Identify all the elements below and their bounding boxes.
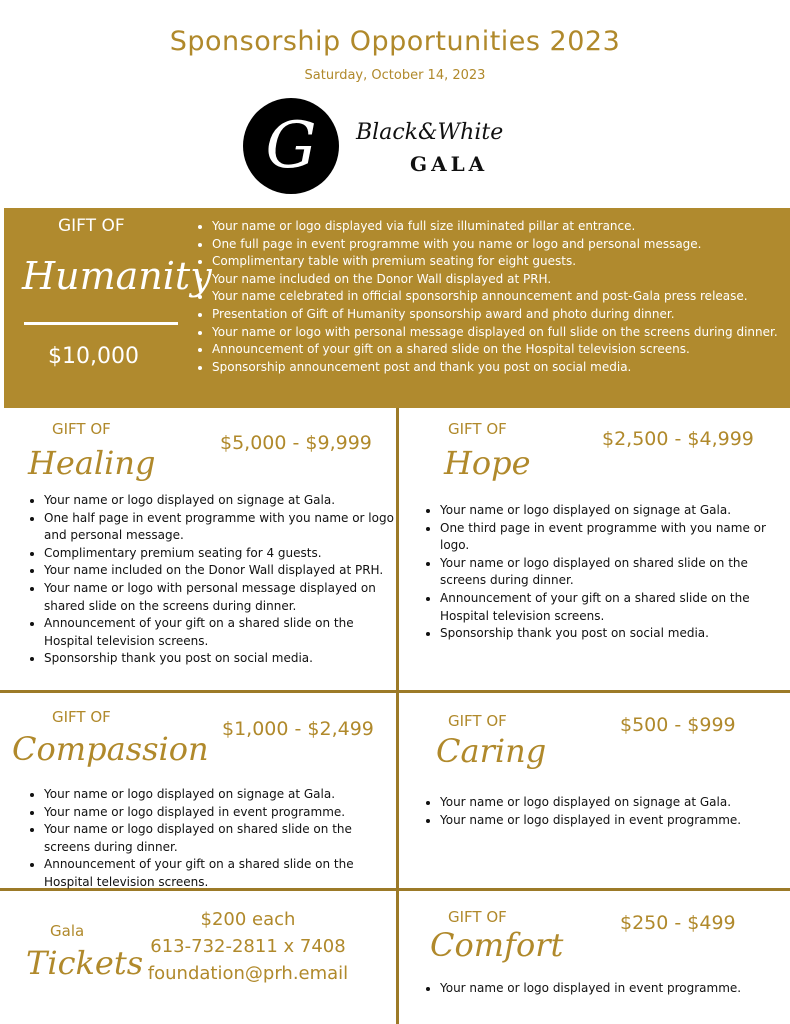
hope-benefits-list <box>424 502 790 643</box>
hope-script-title: Hope <box>444 444 531 482</box>
list-item: • Your name included on the Donor Wall displayed at PRH. <box>212 271 790 289</box>
caring-price: $500 - $999 <box>620 714 736 736</box>
humanity-script-title: Humanity <box>22 254 212 298</box>
healing-script-title: Healing <box>28 444 156 482</box>
comfort-script-title: Comfort <box>430 926 564 964</box>
tickets-script-title: Tickets <box>26 944 144 982</box>
list-item: • Sponsorship thank you post on social media. <box>44 650 394 668</box>
list-item: • Announcement of your gift on a shared slide on the Hospital television screens. <box>212 341 790 359</box>
list-item: • Your name or logo displayed in event programme. <box>440 812 790 830</box>
list-item: • Your name or logo displayed on shared slide on the screens during dinner. <box>440 555 790 590</box>
healing-benefits-list <box>28 492 394 668</box>
list-item: • Complimentary premium seating for 4 guests. <box>44 545 394 563</box>
list-item: • Your name or logo displayed in event programme. <box>44 804 394 822</box>
healing-price: $5,000 - $9,999 <box>220 432 372 454</box>
tickets-info <box>140 906 356 987</box>
logo-gala-text: GALA <box>410 152 489 176</box>
page-title: Sponsorship Opportunities 2023 <box>169 26 621 57</box>
logo-monogram: G <box>265 109 317 183</box>
comfort-price: $250 - $499 <box>620 912 736 934</box>
logo-script-text: Black&White <box>356 120 504 145</box>
list-item: • Sponsorship thank you post on social media. <box>440 625 790 643</box>
humanity-gift-label: GIFT OF <box>58 216 125 236</box>
list-item: • Announcement of your gift on a shared slide on the Hospital television screens. <box>44 615 394 650</box>
caring-script-title: Caring <box>436 732 547 770</box>
humanity-price: $10,000 <box>48 344 139 369</box>
grid-divider-vertical <box>396 408 399 1024</box>
compassion-benefits-list <box>28 786 394 892</box>
list-item: • Your name or logo displayed on signage at Gala. <box>44 786 394 804</box>
list-item: • Your name included on the Donor Wall displayed at PRH. <box>44 562 394 580</box>
hope-gift-label: GIFT OF <box>448 420 507 438</box>
hope-price: $2,500 - $4,999 <box>602 428 754 450</box>
list-item: • Your name or logo displayed via full size illuminated pillar at entrance. <box>212 218 790 236</box>
tickets-phone: 613-732-2811 x 7408 <box>150 936 346 957</box>
list-item: • Your name or logo displayed on signage at Gala. <box>440 502 790 520</box>
list-item: • Your name or logo displayed in event programme. <box>440 980 790 998</box>
caring-benefits-list <box>424 794 790 829</box>
list-item: • Your name celebrated in official sponsorship announcement and post-Gala press release. <box>212 288 790 306</box>
humanity-benefits-list <box>196 218 790 376</box>
comfort-gift-label: GIFT OF <box>448 908 507 926</box>
list-item: • One full page in event programme with you name or logo and personal message. <box>212 236 790 254</box>
healing-gift-label: GIFT OF <box>52 420 111 438</box>
list-item: • One third page in event programme with you name or logo. <box>440 520 790 555</box>
list-item: • One half page in event programme with you name or logo and personal message. <box>44 510 394 545</box>
event-date: Saturday, October 14, 2023 <box>304 68 486 83</box>
compassion-script-title: Compassion <box>12 730 209 768</box>
compassion-price: $1,000 - $2,499 <box>222 718 374 740</box>
humanity-divider <box>24 322 178 325</box>
grid-divider-row-1 <box>0 690 790 693</box>
list-item: • Complimentary table with premium seating for eight guests. <box>212 253 790 271</box>
tickets-label: Gala <box>50 922 85 940</box>
caring-gift-label: GIFT OF <box>448 712 507 730</box>
comfort-benefits-list <box>424 980 790 998</box>
list-item: • Announcement of your gift on a shared slide on the Hospital television screens. <box>440 590 790 625</box>
list-item: • Your name or logo with personal message displayed on shared slide on the screens during dinner. <box>44 580 394 615</box>
tickets-price: $200 each <box>200 909 296 930</box>
list-item: • Your name or logo displayed on signage at Gala. <box>440 794 790 812</box>
list-item: • Your name or logo displayed on shared slide on the screens during dinner. <box>44 821 394 856</box>
compassion-gift-label: GIFT OF <box>52 708 111 726</box>
list-item: • Sponsorship announcement post and thank you post on social media. <box>212 359 790 377</box>
list-item: • Your name or logo displayed on signage at Gala. <box>44 492 394 510</box>
list-item: • Presentation of Gift of Humanity sponsorship award and photo during dinner. <box>212 306 790 324</box>
tickets-email[interactable]: foundation@prh.email <box>147 963 349 984</box>
list-item: • Your name or logo with personal message displayed on full slide on the screens during dinner. <box>212 324 790 342</box>
list-item: • Announcement of your gift on a shared slide on the Hospital television screens. <box>44 856 394 891</box>
